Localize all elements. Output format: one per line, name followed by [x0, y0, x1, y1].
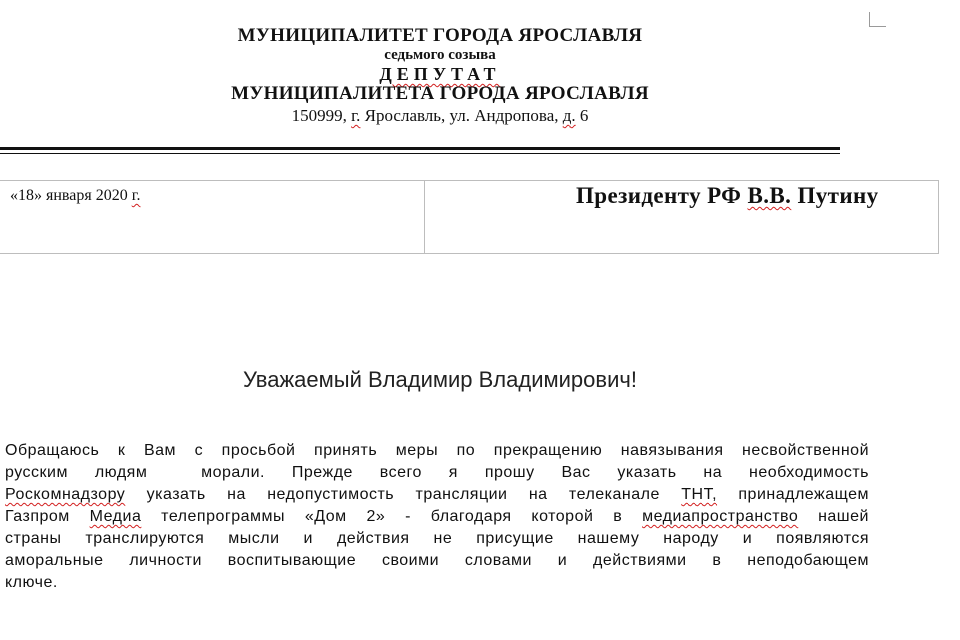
page-corner-mark — [869, 12, 886, 27]
body-line-2: русским людям морали. Прежде всего я прошу Вас указать на необходимость — [5, 464, 869, 481]
letter-recipient — [576, 183, 879, 209]
body-text-segment: указать на недопустимость трансляции на телеканале — [125, 486, 682, 503]
address-house-number: 6 — [575, 106, 589, 125]
recipient-surname: Путину — [791, 183, 879, 208]
body-word-media: Медиа — [89, 508, 142, 525]
letterhead-municipality: МУНИЦИПАЛИТЕТ ГОРОДА ЯРОСЛАВЛЯ — [237, 25, 643, 46]
body-line-5: страны транслируются мысли и действия не присущие нашему народу и появляются — [5, 530, 869, 547]
address-postcode: 150999, — [291, 106, 352, 125]
table-divider — [424, 181, 425, 253]
body-word-tnt: ТНТ, — [681, 486, 718, 503]
body-text-segment: принадлежащем — [717, 486, 869, 503]
letterhead-municipality-genitive: МУНИЦИПАЛИТЕТА ГОРОДА ЯРОСЛАВЛЯ — [231, 83, 649, 104]
address-house-abbr: д. — [562, 106, 576, 125]
letterhead-address — [0, 104, 880, 128]
letterhead-rule-thin — [0, 153, 840, 154]
body-word-roskomnadzor: Роскомнадзору — [5, 486, 126, 503]
body-line-7: ключе. — [5, 574, 58, 591]
body-line-4 — [5, 506, 869, 528]
body-line-1: Обращаюсь к Вам с просьбой принять меры по прекращению навязывания несвойственной — [5, 442, 869, 459]
letterhead-rule-thick — [0, 147, 840, 150]
body-text-segment: телепрограммы «Дом 2» - благодаря которой в — [141, 508, 643, 525]
body-word-mediaspace: медиапространство — [642, 508, 799, 525]
address-city-abbr: г. — [351, 106, 361, 125]
address-street: Ярославль, ул. Андропова, — [360, 106, 563, 125]
date-recipient-table — [0, 180, 939, 254]
recipient-initials: В.В. — [747, 183, 792, 208]
letterhead-deputy-text: ДЕПУТАТ — [379, 64, 501, 84]
date-text: «18» января 2020 — [10, 187, 132, 204]
body-line-3 — [5, 484, 869, 506]
letter-date — [10, 187, 141, 205]
body-text-segment: Газпром — [5, 508, 90, 525]
salutation: Уважаемый Владимир Владимирович! — [243, 367, 637, 392]
body-line-6: аморальные личности воспитывающие своими словами и действиями в неподобающем — [5, 552, 869, 569]
recipient-title: Президенту РФ — [576, 183, 748, 208]
letterhead-deputy-title — [0, 64, 880, 84]
body-text-segment: нашей — [798, 508, 869, 525]
letterhead — [0, 26, 880, 128]
date-year-abbr: г. — [131, 187, 141, 204]
letterhead-convocation: седьмого созыва — [384, 47, 496, 63]
letter-body — [5, 440, 869, 594]
